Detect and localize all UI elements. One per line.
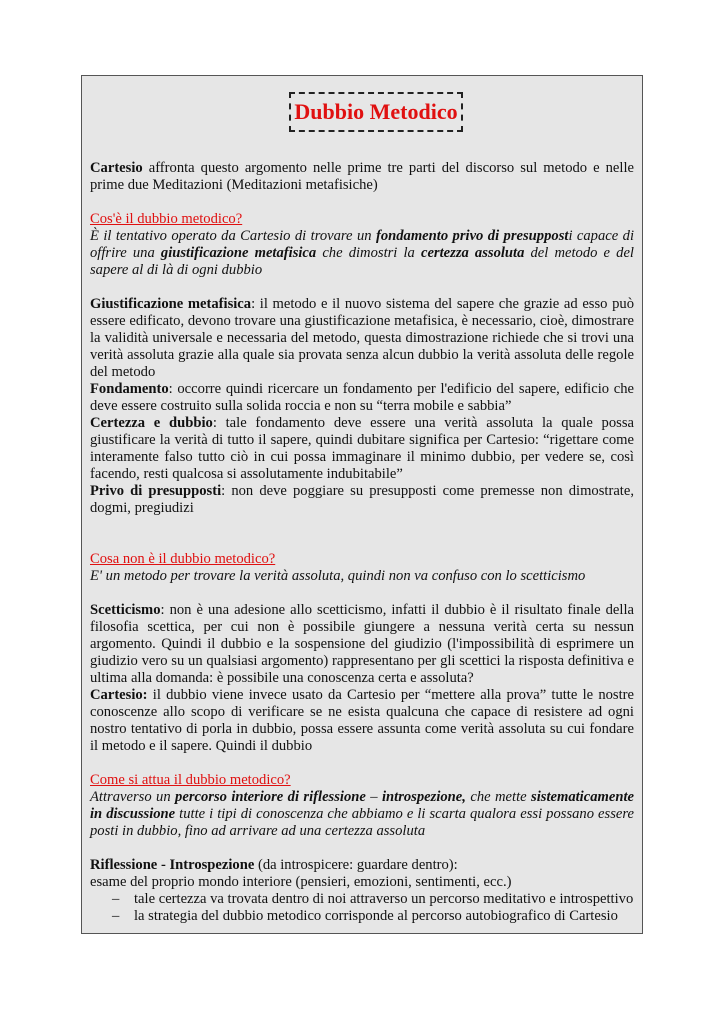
list-item: – la strategia del dubbio metodico corrisponde al percorso autobiografico di Cartesio bbox=[112, 908, 618, 924]
bullet-list bbox=[90, 891, 634, 925]
page-title: Dubbio Metodico bbox=[294, 99, 458, 124]
definition-paragraph: Cartesio: il dubbio viene invece usato da Cartesio per “mettere alla prova” tutte le nostre conoscenze allo scopo di verificare se ne esista qualcuna che capace di resistere ad ogni nostro tentativo di porla in dubbio, possa essere assunta come verità assoluta su cui fondare il metodo e il sapere. Quindi il dubbio bbox=[90, 687, 634, 754]
question-3-answer: Attraverso un percorso interiore di riflessione – introspezione, che mette sistematicamente in discussione tutte i tipi di conoscenza che abbiamo e li scarta qualora essi possano essere posti in dubbio, fino ad arrivare ad una certezza assoluta bbox=[90, 789, 634, 839]
reflection-paragraph: Riflessione - Introspezione (da introspicere: guardare dentro): bbox=[90, 857, 458, 873]
definition-paragraph: Scetticismo: non è una adesione allo scetticismo, infatti il dubbio è il risultato finale della filosofia scettica, per cui non è possibile giungere a nessuna verità certa su nessun argomento. Quindi il dubbio e la sospensione del giudizio (l'impossibilità di esprimere un giudizio vero su un qualsiasi argomento) rappresentano per gli scettici la risposta definitiva e ultima alla domanda: è possibile una conoscenza certa e assoluta? bbox=[90, 602, 634, 686]
question-2-answer: E' un metodo per trovare la verità assoluta, quindi non va confuso con lo scetticismo bbox=[90, 568, 586, 584]
definition-paragraph: Certezza e dubbio: tale fondamento deve essere una verità assoluta la quale possa giustificare la verità di tutto il sapere, quindi dubitare significa per Cartesio: “rigettare come interamente falso tutto ciò in cui possa immaginare il minimo dubbio, per vedere se, così facendo, resti qualcosa si assolutamente indubitabile” bbox=[90, 415, 634, 482]
list-item: – tale certezza va trovata dentro di noi attraverso un percorso meditativo e introspettivo bbox=[112, 891, 634, 907]
document-body bbox=[90, 160, 634, 925]
question-1-answer: È il tentativo operato da Cartesio di trovare un fondamento privo di presupposti capace di offrire una giustificazione metafisica che dimostri la certezza assoluta del metodo e del sapere al di là di ogni dubbio bbox=[90, 228, 635, 278]
question-2-heading: Cosa non è il dubbio metodico? bbox=[90, 551, 276, 567]
definition-paragraph: Fondamento: occorre quindi ricercare un fondamento per l'edificio del sapere, edificio che deve essere costruito sulla solida roccia e non su “terra mobile e sabbia” bbox=[90, 381, 634, 414]
definition-paragraph: Giustificazione metafisica: il metodo e il nuovo sistema del sapere che grazie ad esso può essere edificato, devono trovare una giustificazione metafisica, è necessario, cioè, dimostrare la validità universale e necessaria del metodo, questa dimostrazione richiede che si trovi una verità assoluta grazie alla quale sia provata senza alcun dubbio la verità assoluta delle regole del metodo bbox=[90, 296, 634, 380]
dash-bullet: – bbox=[112, 891, 120, 907]
question-3-heading: Come si attua il dubbio metodico? bbox=[90, 772, 291, 788]
intro-paragraph bbox=[90, 160, 634, 194]
intro-text: affronta questo argomento nelle prime tre parti del discorso sul metodo e nelle prime due Meditazioni (Meditazioni metafisiche) bbox=[90, 160, 634, 193]
intro-bold: Cartesio bbox=[90, 160, 143, 176]
title-box bbox=[289, 92, 463, 132]
reflection-line: esame del proprio mondo interiore (pensieri, emozioni, sentimenti, ecc.) bbox=[90, 874, 512, 890]
definition-paragraph: Privo di presupposti: non deve poggiare su presupposti come premesse non dimostrate, dogmi, pregiudizi bbox=[90, 483, 634, 516]
dash-bullet: – bbox=[112, 908, 120, 924]
question-1-heading: Cos'è il dubbio metodico? bbox=[90, 211, 243, 227]
